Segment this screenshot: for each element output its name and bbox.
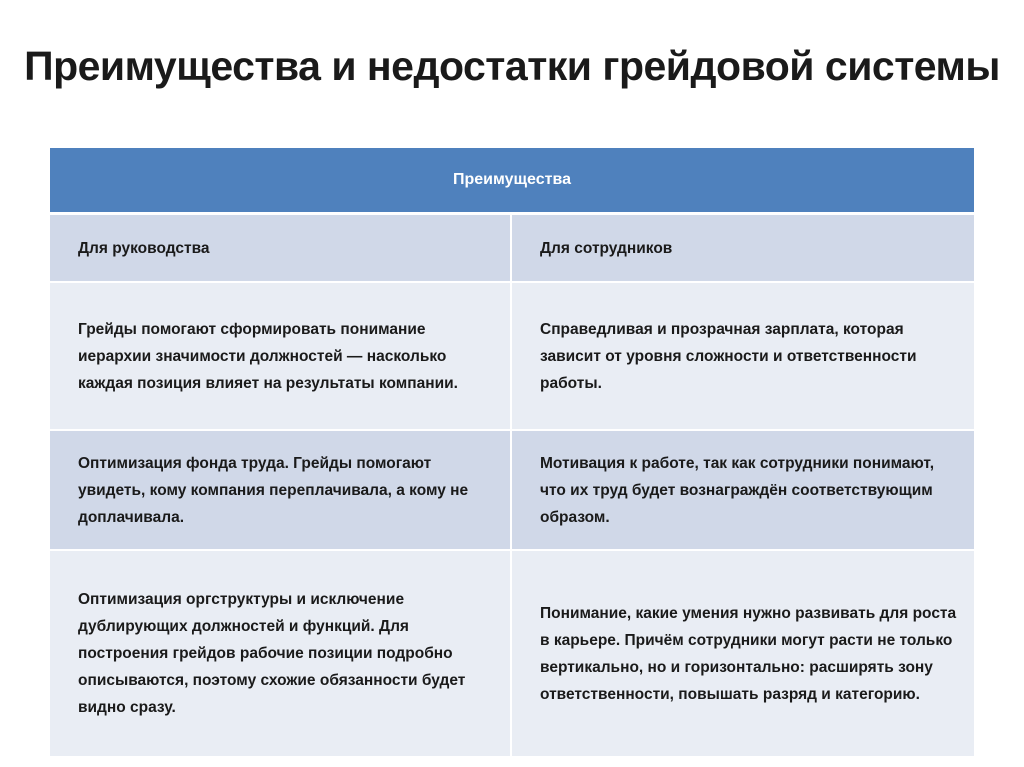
table-row (50, 551, 974, 756)
table-header: Преимущества (50, 148, 974, 215)
column-header-employees: Для сотрудников (540, 239, 673, 257)
slide-title: Преимущества и недостатки грейдовой системы (24, 43, 1000, 89)
cell-management: Оптимизация оргструктуры и исключение дублирующих должностей и функций. Для построения грейдов рабочие позиции подробно описываются, поэтому схожие обязанности будет видно сразу. (50, 551, 512, 756)
cell-employees: Понимание, какие умения нужно развивать для роста в карьере. Причём сотрудники могут расти не только вертикально, но и горизонтально: расширять зону ответственности, повышать разряд и категорию. (540, 604, 957, 703)
table-row (50, 283, 974, 431)
advantages-table (50, 148, 974, 756)
table-row (50, 431, 974, 551)
cell-management: Оптимизация фонда труда. Грейды помогают увидеть, кому компания переплачивала, а кому не доплачивала. (50, 431, 512, 549)
cell-employees: Мотивация к работе, так как сотрудники понимают, что их труд будет вознаграждён соответствующим образом. (540, 454, 935, 526)
cell-management: Грейды помогают сформировать понимание иерархии значимости должностей — насколько каждая позиция влияет на результаты компании. (50, 283, 512, 429)
cell-employees: Справедливая и прозрачная зарплата, которая зависит от уровня сложности и ответственности работы. (540, 320, 917, 392)
column-header-management: Для руководства (50, 215, 512, 281)
column-header-row (50, 215, 974, 283)
